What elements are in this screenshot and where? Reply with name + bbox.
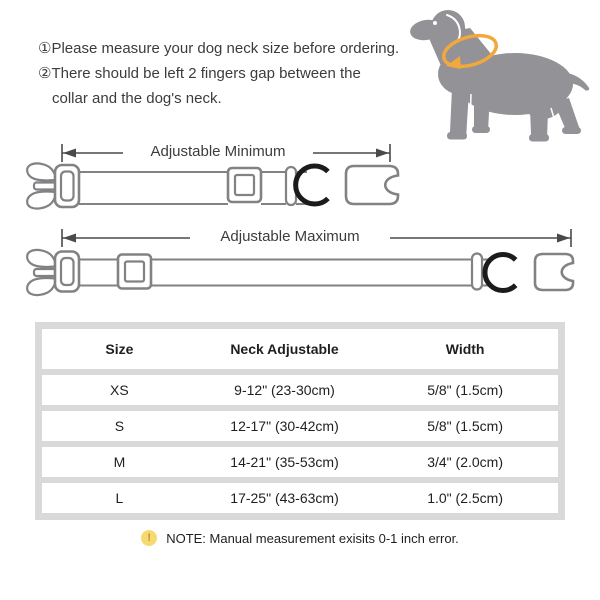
- col-header-size: Size: [105, 341, 134, 357]
- col-header-neck: Neck Adjustable: [230, 341, 339, 357]
- cell-size: M: [113, 454, 126, 470]
- cell-size: S: [114, 418, 125, 434]
- cell-width: 1.0" (2.5cm): [427, 490, 503, 506]
- d-ring-icon: [485, 255, 516, 291]
- table-row-s: [42, 411, 558, 441]
- d-ring-icon: [296, 166, 328, 204]
- front-leg-separator: [470, 94, 471, 130]
- instruction-2-continued: collar and the dog's neck.: [52, 90, 222, 107]
- collar-strap: [79, 172, 307, 204]
- size-table: [35, 322, 565, 520]
- triglide-slider-icon: [118, 255, 151, 289]
- cell-neck: 17-25" (43-63cm): [230, 490, 339, 506]
- warning-icon: !: [141, 530, 157, 546]
- cell-neck: 9-12" (23-30cm): [234, 382, 335, 398]
- table-header-row: [42, 329, 558, 369]
- instructions: [38, 36, 408, 111]
- instruction-2: ②There should be left 2 fingers gap between the: [38, 65, 361, 82]
- dog-body: [409, 10, 590, 142]
- buckle-male-icon: [27, 250, 79, 295]
- table-row-m: [42, 447, 558, 477]
- buckle-female-icon: [346, 166, 398, 204]
- cell-width: 5/8" (1.5cm): [427, 418, 503, 434]
- adjustable-minimum-label: Adjustable Minimum: [123, 143, 313, 160]
- buckle-male-icon: [27, 163, 79, 208]
- cell-neck: 12-17" (30-42cm): [230, 418, 339, 434]
- table-row-l: [42, 483, 558, 513]
- dog-eye: [433, 21, 437, 25]
- table-row-xs: [42, 375, 558, 405]
- collar-diagram-minimum: [20, 140, 400, 215]
- triglide-slider-icon: [228, 168, 261, 202]
- note: [0, 530, 600, 546]
- cell-size: XS: [110, 382, 129, 398]
- cell-size: L: [115, 490, 124, 506]
- collar-diagram-maximum: [20, 225, 590, 315]
- dog-illustration: [390, 0, 600, 150]
- adjustable-maximum-label: Adjustable Maximum: [190, 228, 390, 245]
- cell-width: 3/4" (2.0cm): [427, 454, 503, 470]
- dog-silhouette-icon: [390, 0, 600, 150]
- instruction-1: ①Please measure your dog neck size before ordering.: [38, 40, 400, 57]
- strap-loop-icon: [472, 254, 482, 290]
- buckle-female-icon: [535, 254, 573, 290]
- cell-width: 5/8" (1.5cm): [427, 382, 503, 398]
- cell-neck: 14-21" (35-53cm): [230, 454, 339, 470]
- col-header-width: Width: [445, 341, 485, 357]
- note-text: NOTE: Manual measurement exisits 0-1 inch error.: [166, 530, 459, 546]
